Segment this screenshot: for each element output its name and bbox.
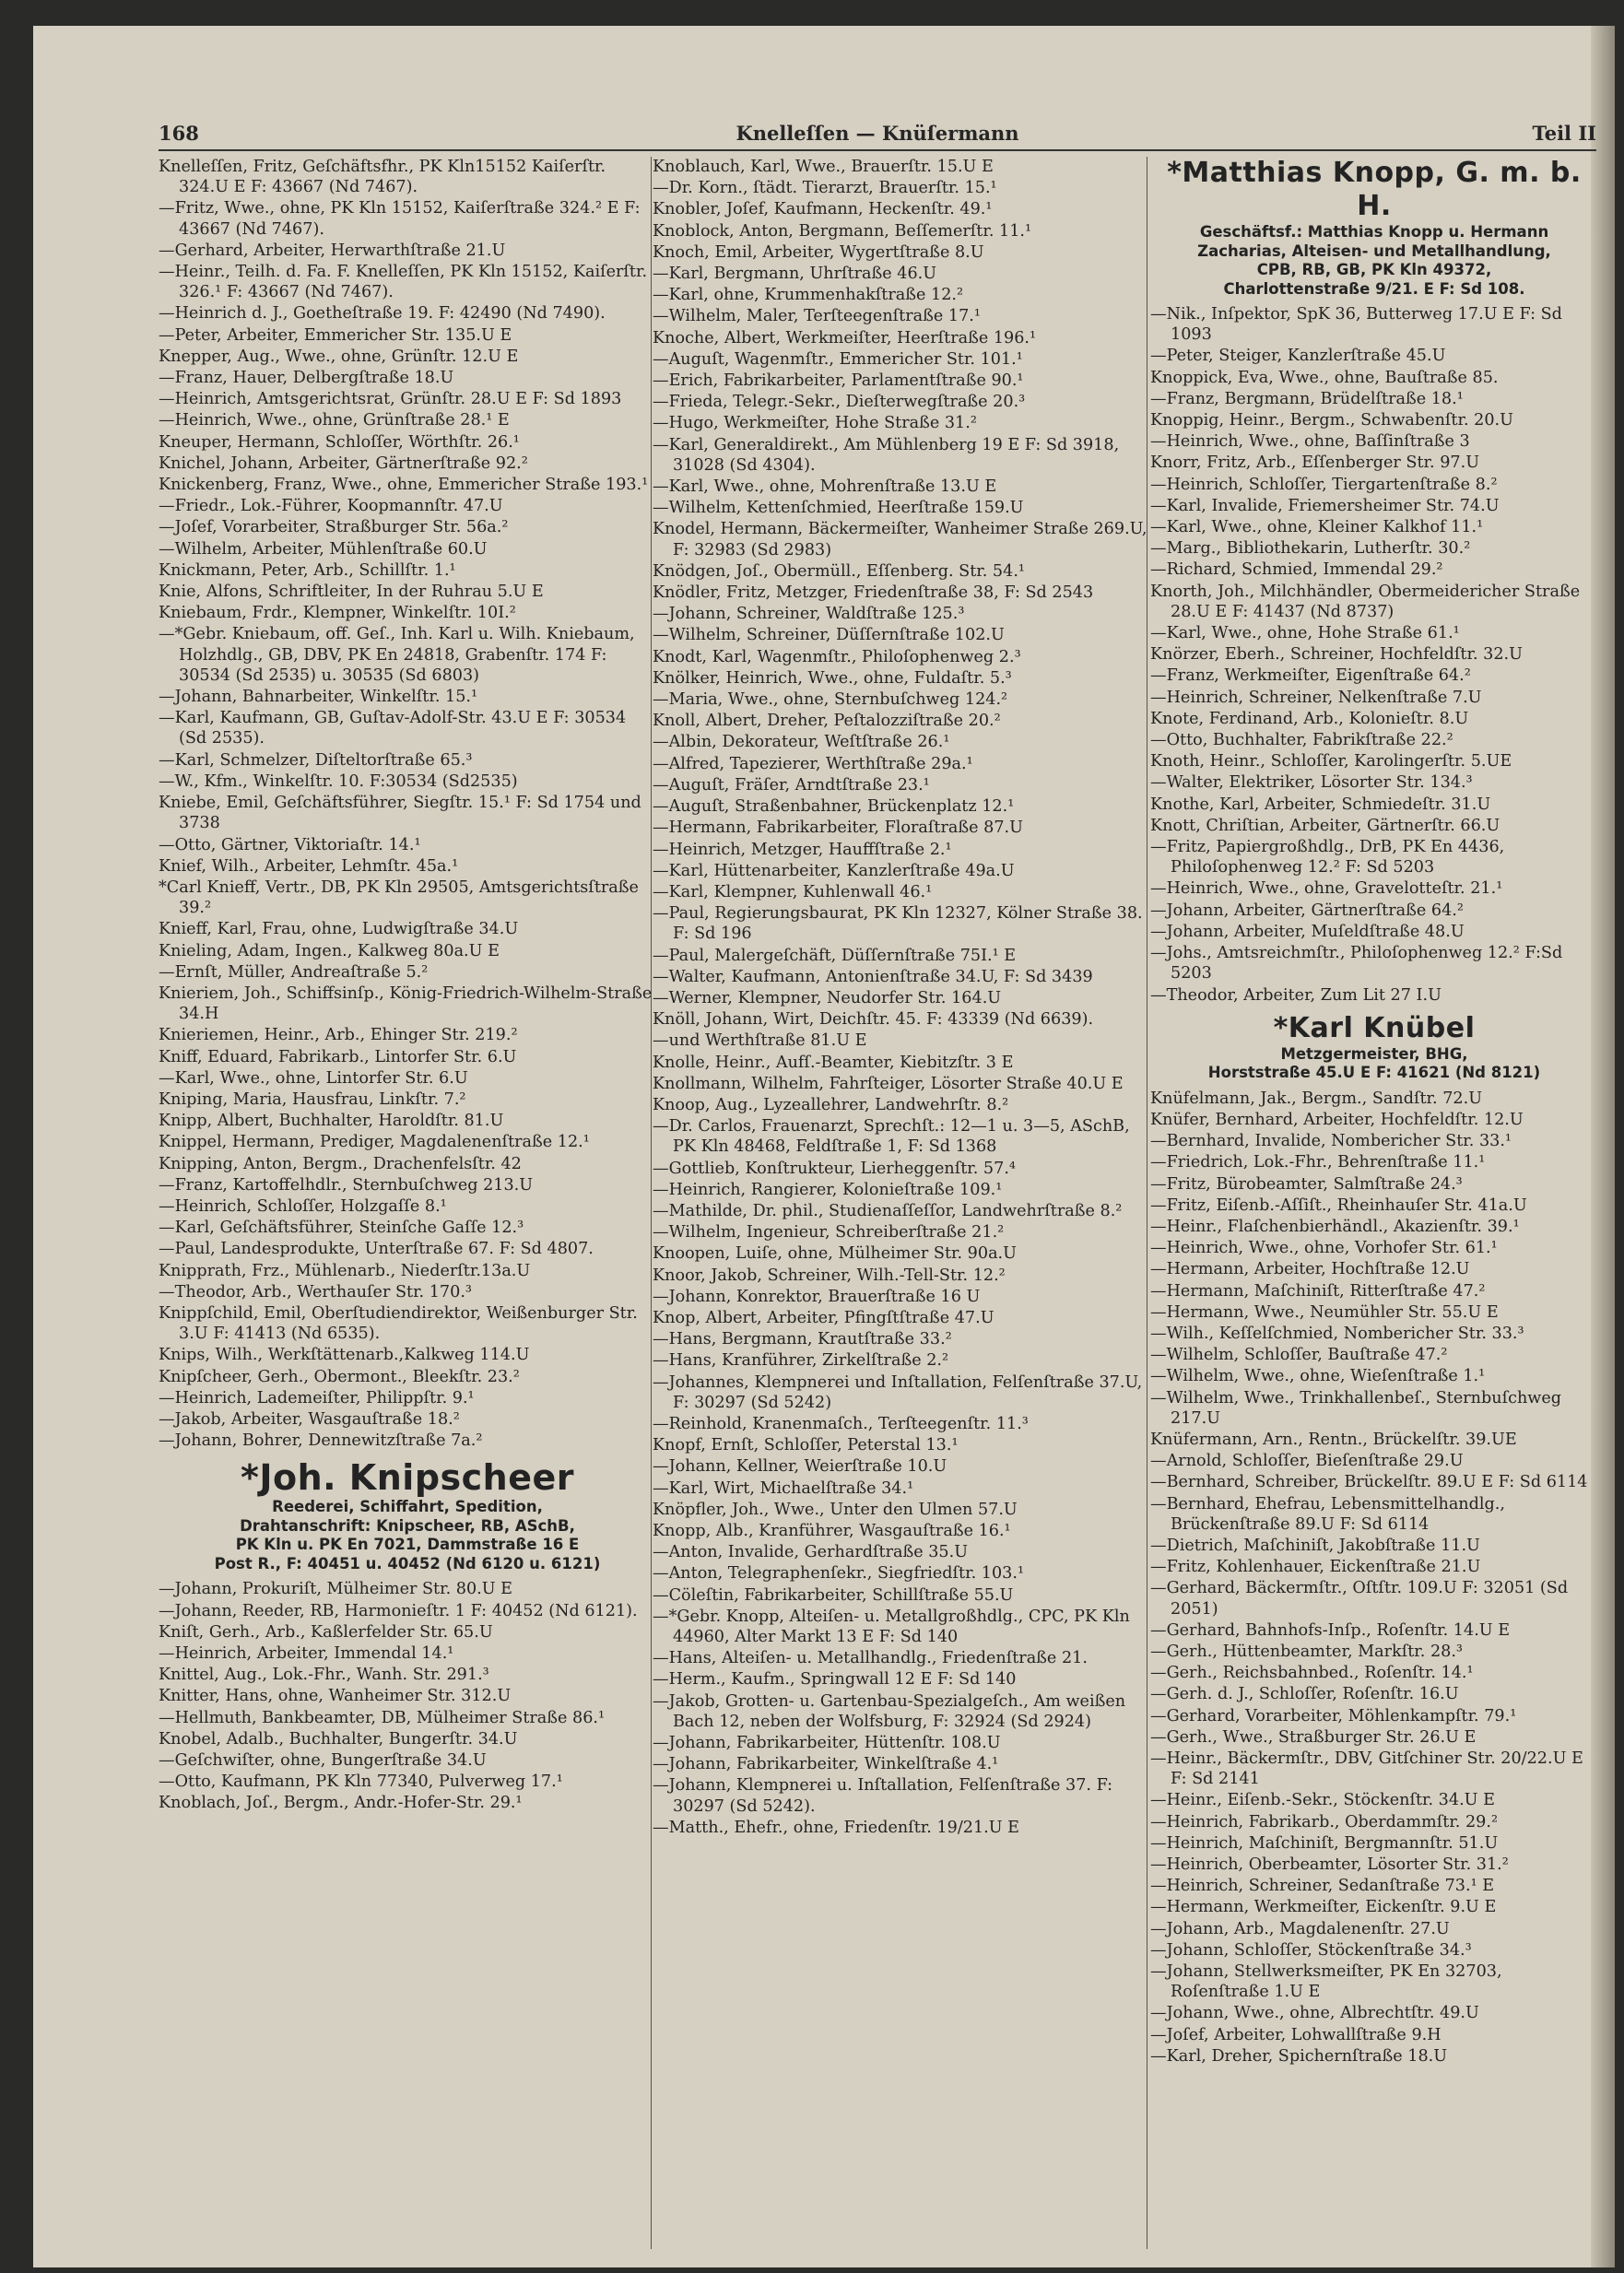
column-1: [159, 157, 656, 2267]
directory-entry: Knüfer, Bernhard, Arbeiter, Hochfeldſtr. 12.U: [1150, 1110, 1524, 1129]
ad-line: Drahtanschrift: Knipscheer, RB, ASchB,: [240, 1516, 575, 1535]
column-3-entries-a: [1150, 304, 1598, 1007]
directory-entry: —Heinrich, Schreiner, Nelkenſtraße 7.U: [1150, 688, 1482, 707]
directory-entry: Knorr, Fritz, Arb., Eſſenberger Str. 97.U: [1150, 453, 1480, 473]
directory-entry: Knüfermann, Arn., Rentn., Brückelſtr. 39.UE: [1150, 1430, 1517, 1449]
directory-entry: —Heinrich, Fabrikarb., Oberdammſtr. 29.²: [1150, 1812, 1499, 1831]
directory-entry: —Jakob, Arbeiter, Wasgauſtraße 18.²: [159, 1409, 460, 1429]
directory-entry: —Wilhelm, Wwe., ohne, Wieſenſtraße 1.¹: [1150, 1367, 1486, 1386]
directory-entry: —Johann, Arb., Magdalenenſtr. 27.U: [1150, 1919, 1450, 1938]
directory-entry: —Friedr., Lok.-Führer, Koopmannſtr. 47.U: [159, 497, 503, 516]
directory-entry: —Peter, Arbeiter, Emmericher Str. 135.U E: [159, 325, 512, 345]
directory-entry: —Friedrich, Lok.-Fhr., Behrenſtraße 11.¹: [1150, 1153, 1486, 1172]
directory-entry: —Heinr., Bäckermſtr., DBV, Gitſchiner Str. 20/22.U E F: Sd 2141: [1150, 1749, 1583, 1789]
directory-entry: Knipſcheer, Gerh., Obermont., Bleekſtr. 23.²: [159, 1367, 520, 1386]
column-1-entries-b: [159, 1579, 656, 1814]
directory-entry: Kniping, Maria, Hausfrau, Linkſtr. 7.²: [159, 1089, 466, 1109]
directory-entry: —Bernhard, Ehefrau, Lebensmittelhandlg., Brückenſtraße 89.U F: Sd 6114: [1150, 1494, 1505, 1534]
directory-entry: —Joſef, Arbeiter, Lohwallſtraße 9.H: [1150, 2025, 1442, 2044]
directory-entry: Knickmann, Peter, Arb., Schillſtr. 1.¹: [159, 560, 456, 580]
directory-entry: —Johann, Fabrikarbeiter, Winkelſtraße 4.¹: [653, 1755, 999, 1774]
directory-entry: —Gerhard, Bahnhofs-Inſp., Roſenſtr. 14.U E: [1150, 1620, 1511, 1640]
directory-entry: —Karl, Generaldirekt., Am Mühlenberg 19 E F: Sd 3918, 31028 (Sd 4304).: [653, 435, 1120, 475]
directory-entry: —Karl, Wwe., ohne, Kleiner Kalkhof 11.¹: [1150, 518, 1484, 537]
directory-entry: Knoor, Jakob, Schreiner, Wilh.-Tell-Str. 12.²: [653, 1266, 1006, 1285]
ad-knipscheer: [159, 1457, 656, 1573]
directory-entry: Knodt, Karl, Wagenmſtr., Philoſophenweg 2.³: [653, 647, 1021, 666]
ad-line: Metzgermeister, BHG,: [1280, 1044, 1468, 1063]
directory-entry: —Hermann, Wwe., Neumühler Str. 55.U E: [1150, 1302, 1499, 1322]
directory-entry: —Karl, Wwe., ohne, Lintorfer Str. 6.U: [159, 1068, 468, 1088]
directory-entry: —Gerhard, Bäckermſtr., Oſtſtr. 109.U F: 32051 (Sd 2051): [1150, 1579, 1569, 1619]
directory-entry: —Matth., Ehefr., ohne, Friedenſtr. 19/21.U E: [653, 1818, 1020, 1837]
directory-entry: Knoop, Aug., Lyzeallehrer, Landwehrſtr. 8.²: [653, 1095, 1009, 1114]
directory-entry: —Wilhelm, Arbeiter, Mühlenſtraße 60.U: [159, 539, 488, 559]
directory-entry: —*Gebr. Knopp, Alteiſen- u. Metallgroßhdlg., CPC, PK Kln 44960, Alter Markt 13 E F: Sd 140: [653, 1607, 1130, 1647]
directory-entry: Knolle, Heinr., Aufſ.-Beamter, Kiebitzſtr. 3 E: [653, 1053, 1014, 1072]
directory-entry: —Anton, Telegraphenſekr., Siegfriedſtr. 103.¹: [653, 1564, 1025, 1584]
directory-entry: Knothe, Karl, Arbeiter, Schmiedeſtr. 31.U: [1150, 795, 1491, 814]
column-3: [1150, 157, 1598, 2267]
directory-entry: —Johann, Bohrer, Dennewitzſtraße 7a.²: [159, 1431, 483, 1451]
directory-entry: *Carl Knieff, Vertr., DB, PK Kln 29505, Amtsgerichtsſtraße 39.²: [159, 877, 639, 918]
directory-entry: —Paul, Malergeſchäft, Düſſernſtraße 75I.¹ E: [653, 946, 1017, 965]
directory-entry: —und Werthſtraße 81.U E: [653, 1031, 867, 1051]
directory-entry: Knoopen, Luiſe, ohne, Mülheimer Str. 90a.U: [653, 1244, 1017, 1264]
directory-entry: —Heinrich, Maſchiniſt, Bergmannſtr. 51.U: [1150, 1833, 1499, 1853]
directory-entry: —Karl, Geſchäftsführer, Steinſche Gaſſe 12.³: [159, 1219, 524, 1238]
directory-entry: —Theodor, Arb., Werthauſer Str. 170.³: [159, 1282, 472, 1301]
directory-entry: —Heinrich, Wwe., ohne, Vorhofer Str. 61.¹: [1150, 1239, 1498, 1258]
directory-entry: —Wilhelm, Maler, Terſteegenſtraße 17.¹: [653, 307, 981, 326]
running-title: Knelleſſen — Knüſermann: [736, 122, 1019, 145]
directory-entry: Knelleſſen, Fritz, Geſchäftsfhr., PK Kln15152 Kaiſerſtr. 324.U E F: 43667 (Nd 7467).: [159, 158, 606, 197]
directory-entry: —Heinrich, Schloſſer, Tiergartenſtraße 8.²: [1150, 475, 1498, 494]
directory-entry: —Franz, Werkmeiſter, Eigenſtraße 64.²: [1150, 666, 1471, 686]
directory-entry: —Walter, Kaufmann, Antonienſtraße 34.U, F: Sd 3439: [653, 967, 1093, 986]
directory-entry: —Otto, Kaufmann, PK Kln 77340, Pulverweg 17.¹: [159, 1772, 563, 1792]
directory-entry: —Paul, Landesprodukte, Unterſtraße 67. F: Sd 4807.: [159, 1240, 594, 1259]
directory-entry: —Franz, Hauer, Delbergſtraße 18.U: [159, 369, 454, 388]
directory-entry: —Heinrich, Lademeiſter, Philippſtr. 9.¹: [159, 1388, 475, 1407]
directory-entry: —Heinrich, Amtsgerichtsrat, Grünſtr. 28.U E F: Sd 1893: [159, 390, 622, 409]
directory-entry: —Walter, Elektriker, Lösorter Str. 134.³: [1150, 773, 1473, 793]
directory-entry: Knöpfler, Joh., Wwe., Unter den Ulmen 57.U: [653, 1500, 1018, 1519]
column-1-entries-a: [159, 157, 656, 1452]
ad-title: *Karl Knübel: [1273, 1011, 1476, 1044]
ad-line: Horststraße 45.U E F: 41621 (Nd 8121): [1207, 1064, 1541, 1082]
directory-entry: —Albin, Dekorateur, Weſtſtraße 26.¹: [653, 733, 950, 752]
directory-entry: Knödgen, Joſ., Obermüll., Eſſenberg. Str. 54.¹: [653, 561, 1025, 581]
directory-entry: Knitter, Hans, ohne, Wanheimer Str. 312.U: [159, 1687, 512, 1706]
directory-entry: —Johann, Prokuriſt, Mülheimer Str. 80.U E: [159, 1580, 513, 1599]
directory-entry: —Johs., Amtsreichmſtr., Philoſophenweg 12.² F:Sd 5203: [1150, 944, 1563, 983]
column-2: [653, 157, 1150, 2267]
ad-line: CPB, RB, GB, PK Kln 49372,: [1256, 261, 1492, 278]
directory-entry: —Dr. Carlos, Frauenarzt, Sprechſt.: 12—1 u. 3—5, ASchB, PK Kln 48468, Feldſtraße 1, F: Sd 1368: [653, 1117, 1130, 1157]
directory-entry: —Karl, Wwe., ohne, Mohrenſtraße 13.U E: [653, 477, 997, 497]
directory-entry: Knölker, Heinrich, Wwe., ohne, Fuldaſtr. 5.³: [653, 668, 1012, 688]
directory-entry: —Hans, Bergmann, Krautſtraße 33.²: [653, 1330, 952, 1349]
directory-entry: Knopp, Alb., Kranführer, Wasgauſtraße 16.¹: [653, 1522, 1011, 1540]
directory-entry: —Werner, Klempner, Neudorfer Str. 164.U: [653, 988, 1002, 1007]
directory-entry: —Johann, Kellner, Weierſtraße 10.U: [653, 1457, 947, 1477]
directory-entry: —Fritz, Papiergroßhdlg., DrB, PK En 4436, Philoſophenweg 12.² F: Sd 5203: [1150, 838, 1505, 877]
page-number: 168: [159, 122, 199, 145]
directory-entry: —Frieda, Telegr.-Sekr., Dieſterwegſtraße 20.³: [653, 393, 1026, 412]
ad-line: PK Kln u. PK En 7021, Dammstraße 16 E: [235, 1536, 580, 1554]
directory-entry: —Hermann, Maſchiniſt, Ritterſtraße 47.²: [1150, 1281, 1486, 1301]
directory-entry: —Karl, Invalide, Friemersheimer Str. 74.U: [1150, 496, 1500, 515]
directory-entry: —Johann, Arbeiter, Muſeldſtraße 48.U: [1150, 922, 1465, 941]
directory-entry: Knodel, Hermann, Bäckermeiſter, Wanheimer Straße 269.U, F: 32983 (Sd 2983): [653, 520, 1147, 559]
directory-entry: Knief, Wilh., Arbeiter, Lehmſtr. 45a.¹: [159, 856, 459, 876]
directory-entry: —Hans, Alteiſen- u. Metallhandlg., Friedenſtraße 21.: [653, 1649, 1088, 1668]
directory-entry: —Herm., Kaufm., Springwall 12 E F: Sd 140: [653, 1670, 1017, 1690]
header-rule: [159, 149, 1596, 151]
directory-entry: Knittel, Aug., Lok.-Fhr., Wanh. Str. 291.³: [159, 1666, 489, 1685]
directory-entry: —Hermann, Fabrikarbeiter, Floraſtraße 87.U: [653, 819, 1023, 838]
directory-entry: —Fritz, Wwe., ohne, PK Kln 15152, Kaiſerſtraße 324.² E F: 43667 (Nd 7467).: [159, 199, 641, 239]
directory-entry: —Fritz, Eiſenb.-Aſſiſt., Rheinhauſer Str. 41a.U: [1150, 1195, 1527, 1215]
directory-entry: —Karl, Dreher, Spichernſtraße 18.U: [1150, 2046, 1448, 2066]
directory-entry: Knoppick, Eva, Wwe., ohne, Bauſtraße 85.: [1150, 368, 1499, 387]
directory-entry: —*Gebr. Kniebaum, off. Geſ., Inh. Karl u. Wilh. Kniebaum, Holzhdlg., GB, DBV, PK En 24818, Grabenſtr. 174 F: 30534 (Sd 2535) u. 30535 (Sd 6803): [159, 625, 635, 685]
directory-entry: Knoblach, Joſ., Bergm., Andr.-Hofer-Str. 29.¹: [159, 1794, 523, 1813]
directory-entry: —Johann, Reeder, RB, Harmonieſtr. 1 F: 40452 (Nd 6121).: [159, 1601, 638, 1620]
directory-entry: —Wilhelm, Ingenieur, Schreiberſtraße 21.²: [653, 1223, 1005, 1242]
directory-entry: —Karl, Hüttenarbeiter, Kanzlerſtraße 49a.U: [653, 861, 1015, 880]
directory-entry: —Wilhelm, Wwe., Trinkhallenbeſ., Sternbuſchweg 217.U: [1150, 1388, 1562, 1428]
directory-entry: Knörzer, Eberh., Schreiner, Hochfeldſtr. 32.U: [1150, 645, 1523, 665]
directory-entry: —Heinrich, Metzger, Hauffſtraße 2.¹: [653, 840, 952, 859]
directory-entry: —W., Kfm., Winkelſtr. 10. F:30534 (Sd2535): [159, 771, 518, 791]
directory-entry: —Mathilde, Dr. phil., Studienaſſeſſor, Landwehrſtraße 8.²: [653, 1201, 1123, 1220]
directory-entry: Knobel, Adalb., Buchhalter, Bungerſtr. 34.U: [159, 1729, 518, 1749]
directory-entry: —Dr. Korn., ſtädt. Tierarzt, Brauerſtr. 15.¹: [653, 179, 997, 198]
directory-entry: Kniebaum, Frdr., Klempner, Winkelſtr. 10I.²: [159, 604, 516, 623]
directory-entry: Knoche, Albert, Werkmeiſter, Heerſtraße 196.¹: [653, 328, 1037, 347]
directory-entry: —Franz, Bergmann, Brüdelſtraße 18.¹: [1150, 389, 1464, 408]
directory-entry: —Gerhard, Arbeiter, Herwarthſtraße 21.U: [159, 241, 506, 260]
directory-entry: —Bernhard, Invalide, Nombericher Str. 33.¹: [1150, 1132, 1512, 1151]
directory-entry: Kniebe, Emil, Geſchäftsführer, Siegſtr. 15.¹ F: Sd 1754 und 3738: [159, 794, 641, 833]
directory-entry: Knödler, Fritz, Metzger, Friedenſtraße 38, F: Sd 2543: [653, 583, 1094, 603]
directory-entry: —Ernſt, Müller, Andreaſtraße 5.²: [159, 962, 429, 982]
directory-entry: —Hermann, Werkmeiſter, Eickenſtr. 9.U E: [1150, 1898, 1497, 1917]
directory-entry: —Auguſt, Wagenmſtr., Emmericher Str. 101.¹: [653, 349, 1023, 369]
directory-entry: Knieff, Karl, Frau, ohne, Ludwigſtraße 34.U: [159, 920, 519, 939]
directory-entry: —Karl, Wirt, Michaelſtraße 34.¹: [653, 1478, 914, 1498]
directory-entry: —Erich, Fabrikarbeiter, Parlamentſtraße 90.¹: [653, 371, 1024, 391]
directory-entry: Kneuper, Hermann, Schloſſer, Wörthſtr. 26.¹: [159, 432, 520, 452]
directory-entry: —Otto, Buchhalter, Fabrikſtraße 22.²: [1150, 731, 1453, 750]
directory-entry: —Fritz, Bürobeamter, Salmſtraße 24.³: [1150, 1174, 1463, 1194]
directory-entry: —Karl, ohne, Krummenhakſtraße 12.²: [653, 286, 964, 305]
directory-entry: —Anton, Invalide, Gerhardſtraße 35.U: [653, 1543, 969, 1562]
directory-entry: —Fritz, Kohlenhauer, Eickenſtraße 21.U: [1150, 1558, 1481, 1577]
directory-entry: Knie, Alfons, Schriftleiter, In der Ruhrau 5.U E: [159, 583, 544, 602]
directory-entry: —Karl, Kaufmann, GB, Guſtav-Adolf-Str. 43.U E F: 30534 (Sd 2535).: [159, 709, 627, 748]
directory-entry: —Johann, Schreiner, Waldſtraße 125.³: [653, 605, 965, 624]
directory-entry: Knipprath, Frz., Mühlenarb., Niederſtr.13a.U: [159, 1261, 531, 1280]
directory-page: [33, 26, 1615, 2267]
directory-entry: —Jakob, Grotten- u. Gartenbau-Spezialgeſch., Am weißen Bach 12, neben der Wolfsburg, F: 32924 (Sd 2924): [653, 1691, 1126, 1731]
ad-line: Reederei, Schiffahrt, Spedition,: [272, 1498, 543, 1516]
directory-entry: —Johannes, Klempnerei und Inſtallation, Felſenſtraße 37.U, F: 30297 (Sd 5242): [653, 1372, 1143, 1412]
ad-title: *Joh. Knipscheer: [240, 1457, 575, 1499]
directory-entry: —Maria, Wwe., ohne, Sternbuſchweg 124.²: [653, 690, 1008, 710]
directory-entry: —Gerh., Hüttenbeamter, Markſtr. 28.³: [1150, 1642, 1463, 1661]
directory-entry: —Arnold, Schloſſer, Bieſenſtraße 29.U: [1150, 1452, 1464, 1471]
directory-entry: —Johann, Konrektor, Brauerſtraße 16 U: [653, 1287, 981, 1306]
directory-entry: Knips, Wilh., Werkſtättenarb.,Kalkweg 114.U: [159, 1346, 530, 1365]
directory-entry: —Karl, Wwe., ohne, Hohe Straße 61.¹: [1150, 624, 1460, 643]
directory-entry: Knott, Chriſtian, Arbeiter, Gärtnerſtr. 66.U: [1150, 816, 1500, 835]
directory-entry: —Joſef, Vorarbeiter, Straßburger Str. 56a.²: [159, 518, 509, 537]
directory-entry: —Richard, Schmied, Immendal 29.²: [1150, 560, 1443, 580]
directory-entry: Knorth, Joh., Milchhändler, Obermeidericher Straße 28.U E F: 41437 (Nd 8737): [1150, 582, 1581, 621]
directory-entry: —Johann, Klempnerei u. Inſtallation, Felſenſtraße 37. F: 30297 (Sd 5242).: [653, 1776, 1113, 1816]
directory-entry: —Hellmuth, Bankbeamter, DB, Mülheimer Straße 86.¹: [159, 1708, 606, 1727]
directory-entry: —Auguſt, Straßenbahner, Brückenplatz 12.¹: [653, 797, 1015, 817]
directory-entry: —Heinrich, Rangierer, Kolonieſtraße 109.¹: [653, 1180, 1003, 1199]
directory-entry: —Gerh. d. J., Schloſſer, Roſenſtr. 16.U: [1150, 1685, 1459, 1704]
directory-entry: —Heinrich, Oberbeamter, Lösorter Str. 31.²: [1150, 1855, 1509, 1875]
directory-entry: —Johann, Wwe., ohne, Albrechtſtr. 49.U: [1150, 2004, 1479, 2023]
directory-entry: —Paul, Regierungsbaurat, PK Kln 12327, Kölner Straße 38. F: Sd 196: [653, 904, 1143, 944]
directory-entry: Knieriemen, Heinr., Arb., Ehinger Str. 219.²: [159, 1026, 518, 1045]
ad-line: Zacharias, Alteisen- und Metallhandlung,: [1197, 241, 1551, 260]
directory-entry: Knopf, Ernſt, Schloſſer, Peterstal 13.¹: [653, 1436, 959, 1455]
directory-entry: —Marg., Bibliothekarin, Lutherſtr. 30.²: [1150, 539, 1471, 559]
directory-entry: Knoblauch, Karl, Wwe., Brauerſtr. 15.U E: [653, 158, 994, 176]
directory-entry: Knote, Ferdinand, Arb., Kolonieſtr. 8.U: [1150, 709, 1469, 728]
directory-entry: Knoch, Emil, Arbeiter, Wygertſtraße 8.U: [653, 242, 984, 262]
ad-line: Post R., F: 40451 u. 40452 (Nd 6120 u. 6121): [214, 1554, 601, 1572]
directory-entry: Knichel, Johann, Arbeiter, Gärtnerſtraße 92.²: [159, 453, 528, 473]
directory-entry: —Auguſt, Fräſer, Arndtſtraße 23.¹: [653, 775, 930, 795]
directory-entry: Knipp, Albert, Buchhalter, Haroldſtr. 81.U: [159, 1112, 504, 1131]
directory-entry: Knippſchild, Emil, Oberſtudiendirektor, Weißenburger Str. 3.U F: 41413 (Nd 6535).: [159, 1303, 638, 1344]
directory-entry: —Johann, Arbeiter, Gärtnerſtraße 64.²: [1150, 901, 1464, 920]
directory-entry: —Wilhelm, Kettenſchmied, Heerſtraße 159.U: [653, 499, 1024, 518]
directory-entry: —Reinhold, Kranenmaſch., Terſteegenſtr. 11.³: [653, 1414, 1029, 1433]
directory-entry: —Heinr., Teilh. d. Fa. F. Knelleſſen, PK Kln 15152, Kaiſerſtr. 326.¹ F: 43667 (Nd 7467).: [159, 263, 648, 302]
directory-entry: Knieling, Adam, Ingen., Kalkweg 80a.U E: [159, 941, 500, 960]
directory-entry: —Otto, Gärtner, Viktoriaſtr. 14.¹: [159, 835, 421, 854]
directory-entry: —Geſchwiſter, ohne, Bungerſtraße 34.U: [159, 1751, 487, 1771]
directory-entry: —Heinrich d. J., Goetheſtraße 19. F: 42490 (Nd 7490).: [159, 304, 606, 324]
directory-entry: —Wilhelm, Schloſſer, Bauſtraße 47.²: [1150, 1346, 1448, 1365]
directory-entry: —Gerh., Reichsbahnbed., Roſenſtr. 14.¹: [1150, 1664, 1474, 1683]
directory-entry: —Wilh., Keſſelſchmied, Nombericher Str. 33.³: [1150, 1324, 1524, 1343]
directory-entry: —Heinrich, Wwe., ohne, Grünſtraße 28.¹ E: [159, 411, 510, 430]
directory-entry: Knipping, Anton, Bergm., Drachenfelsſtr. 42: [159, 1154, 522, 1173]
directory-entry: —Heinrich, Schloſſer, Holzgaſſe 8.¹: [159, 1196, 447, 1216]
column-3-entries-b: [1150, 1089, 1598, 2067]
directory-entry: —Johann, Schloſſer, Stöckenſtraße 34.³: [1150, 1940, 1472, 1960]
directory-entry: —Johann, Fabrikarbeiter, Hüttenſtr. 108.U: [653, 1734, 1001, 1753]
directory-entry: —Nik., Inſpektor, SpK 36, Butterweg 17.U E F: Sd 1093: [1150, 305, 1562, 345]
directory-entry: Knüfelmann, Jak., Bergm., Sandſtr. 72.U: [1150, 1089, 1483, 1108]
directory-entry: —Karl, Schmelzer, Diſteltorſtraße 65.³: [159, 750, 473, 770]
directory-entry: —Dietrich, Maſchiniſt, Jakobſtraße 11.U: [1150, 1536, 1480, 1555]
ad-knopp: [1150, 157, 1598, 299]
directory-entry: —Bernhard, Schreiber, Brückelſtr. 89.U E F: Sd 6114: [1150, 1473, 1588, 1492]
directory-entry: —Heinrich, Arbeiter, Immendal 14.¹: [159, 1644, 454, 1663]
directory-entry: Knepper, Aug., Wwe., ohne, Grünſtr. 12.U E: [159, 347, 519, 366]
directory-entry: —Heinr., Flaſchenbierhändl., Akazienſtr. 39.¹: [1150, 1217, 1520, 1236]
directory-entry: —Karl, Klempner, Kuhlenwall 46.¹: [653, 882, 933, 901]
directory-entry: —Alfred, Tapezierer, Werthſtraße 29a.¹: [653, 754, 973, 773]
ad-line: Charlottenstraße 9/21. E F: Sd 108.: [1223, 279, 1525, 298]
directory-entry: Kniff, Eduard, Fabrikarb., Lintorfer Str. 6.U: [159, 1047, 517, 1066]
directory-entry: Kniſt, Gerh., Arb., Kaßlerfelder Str. 65.U: [159, 1622, 493, 1642]
directory-entry: —Hans, Kranführer, Zirkelſtraße 2.²: [653, 1351, 949, 1371]
directory-entry: Knieriem, Joh., Schiffsinſp., König-Friedrich-Wilhelm-Straße 34.H: [159, 983, 653, 1024]
directory-entry: Knippel, Hermann, Prediger, Magdalenenſtraße 12.¹: [159, 1133, 590, 1152]
directory-entry: —Gottlieb, Konſtrukteur, Lierheggenſtr. 57.⁴: [653, 1159, 1016, 1178]
directory-entry: —Theodor, Arbeiter, Zum Lit 27 I.U: [1150, 985, 1442, 1005]
ad-knuebel: [1150, 1012, 1598, 1083]
ad-title: *Matthias Knopp, G. m. b. H.: [1167, 157, 1582, 222]
directory-entry: Knollmann, Wilhelm, Fahrſteiger, Lösorter Straße 40.U E: [653, 1074, 1124, 1093]
directory-entry: —Gerhard, Vorarbeiter, Möhlenkampſtr. 79.¹: [1150, 1706, 1517, 1725]
directory-entry: —Johann, Stellwerksmeiſter, PK En 32703, Roſenſtraße 1.U E: [1150, 1962, 1502, 2002]
directory-entry: —Peter, Steiger, Kanzlerſtraße 45.U: [1150, 347, 1446, 366]
directory-entry: —Heinr., Eiſenb.-Sekr., Stöckenſtr. 34.U E: [1150, 1791, 1495, 1810]
directory-entry: —Hermann, Arbeiter, Hochſtraße 12.U: [1150, 1260, 1470, 1279]
directory-entry: —Hugo, Werkmeiſter, Hohe Straße 31.²: [653, 414, 977, 433]
directory-entry: —Franz, Kartoffelhdlr., Sternbuſchweg 213.U: [159, 1175, 534, 1195]
directory-entry: Knobler, Joſef, Kaufmann, Heckenſtr. 49.¹: [653, 200, 993, 219]
page-header: [159, 122, 1596, 149]
directory-entry: —Johann, Bahnarbeiter, Winkelſtr. 15.¹: [159, 688, 478, 707]
directory-entry: —Cöleſtin, Fabrikarbeiter, Schillſtraße 55.U: [653, 1585, 1014, 1605]
directory-entry: —Heinrich, Schreiner, Sedanſtraße 73.¹ E: [1150, 1877, 1495, 1896]
column-2-entries: [653, 157, 1150, 1839]
directory-entry: Knop, Albert, Arbeiter, Pfingſtſtraße 47.U: [653, 1308, 994, 1327]
directory-entry: Knickenberg, Franz, Wwe., ohne, Emmericher Straße 193.¹: [159, 476, 649, 495]
directory-entry: —Gerh., Wwe., Straßburger Str. 26.U E: [1150, 1727, 1477, 1747]
directory-entry: Knoblock, Anton, Bergmann, Beſſemerſtr. 11.¹: [653, 221, 1032, 241]
ad-line: Geschäftsf.: Matthias Knopp u. Hermann: [1199, 223, 1549, 241]
directory-entry: —Heinrich, Wwe., ohne, Gravelotteſtr. 21.¹: [1150, 879, 1503, 899]
directory-entry: —Wilhelm, Schreiner, Düſſernſtraße 102.U: [653, 626, 1005, 645]
directory-entry: Knoppig, Heinr., Bergm., Schwabenſtr. 20.U: [1150, 411, 1513, 430]
directory-entry: Knöll, Johann, Wirt, Deichſtr. 45. F: 43339 (Nd 6639).: [653, 1010, 1094, 1030]
directory-entry: Knoll, Albert, Dreher, Peſtalozziſtraße 20.²: [653, 712, 1001, 731]
directory-entry: Knoth, Heinr., Schloſſer, Karolingerſtr. 5.UE: [1150, 752, 1512, 771]
directory-entry: —Heinrich, Wwe., ohne, Baſſinſtraße 3: [1150, 432, 1470, 452]
part-label: Teil II: [1532, 122, 1596, 145]
directory-entry: —Karl, Bergmann, Uhrſtraße 46.U: [653, 265, 937, 284]
